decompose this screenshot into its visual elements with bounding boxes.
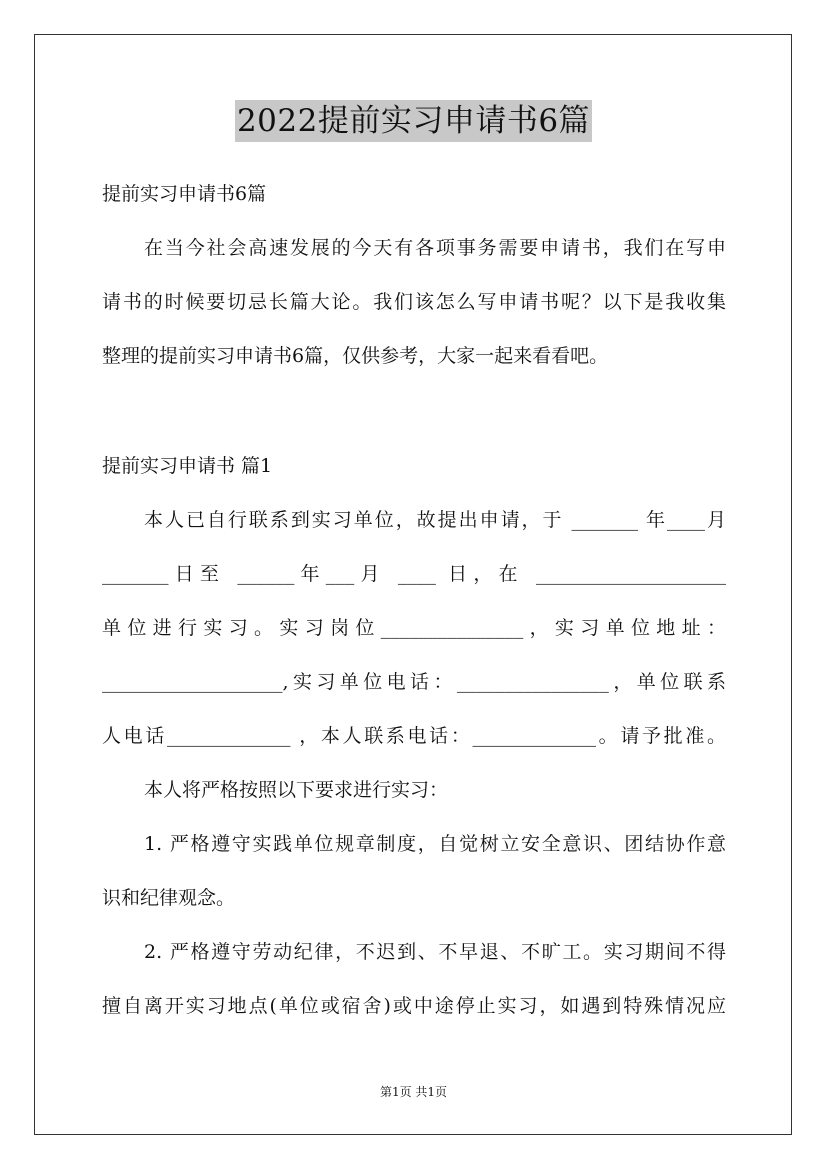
body-line-6: 本人将严格按照以下要求进行实习： <box>144 779 449 801</box>
intro-line-3: 整理的提前实习申请书6篇，仅供参考，大家一起来看看吧。 <box>102 345 609 367</box>
body-line-4: ___________________,实习单位电话：________________，单位联系 <box>102 671 726 693</box>
body-line-7: 1. 严格遵守实践单位规章制度，自觉树立安全意识、团结协作意 <box>144 833 726 855</box>
body-line-3: 单位进行实习。实习岗位_______________，实习单位地址： <box>102 617 726 639</box>
title-container <box>0 100 827 142</box>
body-line-5: 人电话_____________ ，本人联系电话：_____________。请予批准。 <box>102 725 726 747</box>
intro-line-2: 请书的时候要切忌长篇大论。我们该怎么写申请书呢？以下是我收集 <box>102 291 726 313</box>
section-heading: 提前实习申请书 篇1 <box>102 455 273 477</box>
page-number-footer: 第1页 共1页 <box>379 1085 448 1099</box>
body-line-8: 识和纪律观念。 <box>102 887 236 909</box>
intro-line-1: 在当今社会高速发展的今天有各项事务需要申请书，我们在写申 <box>144 237 726 259</box>
document-subtitle: 提前实习申请书6篇 <box>102 183 267 205</box>
body-line-9: 2. 严格遵守劳动纪律，不迟到、不早退、不旷工。实习期间不得 <box>144 941 726 963</box>
body-line-1: 本人已自行联系到实习单位，故提出申请，于 _______ 年____月 <box>144 509 726 531</box>
body-line-2: _______日至 ______年___月 ____ 日，在 ____________________ <box>102 563 726 585</box>
document-title: 2022提前实习申请书6篇 <box>235 100 592 142</box>
body-line-10: 擅自离开实习地点(单位或宿舍)或中途停止实习，如遇到特殊情况应 <box>102 995 726 1017</box>
